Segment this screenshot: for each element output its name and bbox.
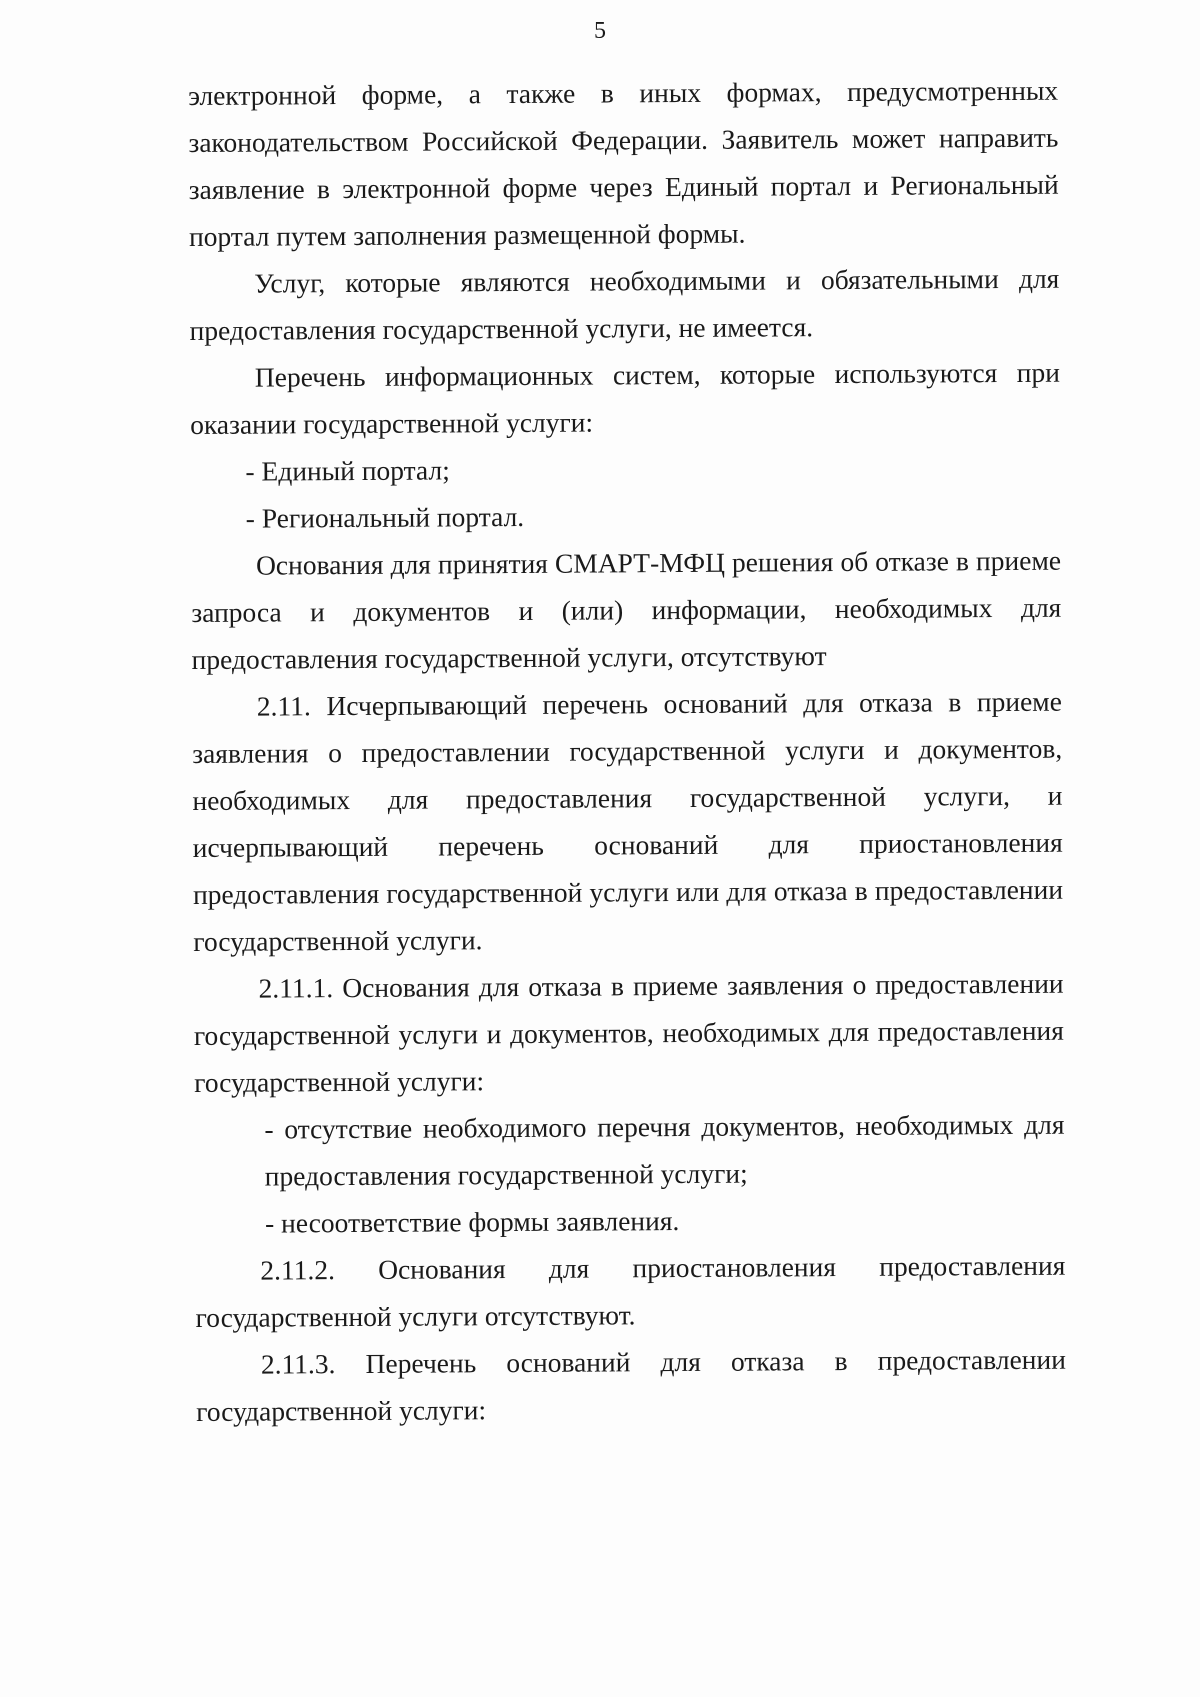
list-item-form-mismatch: - несоответствие формы заявления. bbox=[264, 1205, 680, 1239]
list-item-regional-portal: - Региональный портал. bbox=[245, 500, 525, 534]
section-2-11-1: 2.11.1. Основания для отказа в приеме заявления о предоставлении государственной услуги и документов, необходимых для предоставления государственной услуги: bbox=[193, 967, 1064, 1098]
section-2-11: 2.11. Исчерпывающий перечень оснований для отказа в приеме заявления о предоставлении государственной услуги и документов, необходимых для предоставления государственной услуги, и исчерпывающий перечень оснований для приостановления предоставления государственной услуги или для отказа в предоставлении государственной услуги. bbox=[192, 685, 1064, 957]
list-item-unified-portal: - Единый портал; bbox=[245, 454, 450, 487]
document-body bbox=[188, 67, 1066, 1435]
page-number: 5 bbox=[594, 18, 606, 44]
paragraph-required-services: Услуг, которые являются необходимыми и обязательными для предоставления государственной услуги, не имеется. bbox=[189, 262, 1060, 346]
paragraph-electronic-form: электронной форме, а также в иных формах, предусмотренных законодательством Российской Федерации. Заявитель может направить заявление в электронной форме через Единый портал и Региональный портал путем заполнения размещенной формы. bbox=[188, 74, 1059, 252]
paragraph-smart-mfc-grounds: Основания для принятия СМАРТ-МФЦ решения об отказе в приеме запроса и документов и (или) информации, необходимых для предоставления государственной услуги, отсутствуют bbox=[191, 544, 1062, 675]
list-item-missing-documents: - отсутствие необходимого перечня документов, необходимых для предоставления государственной услуги; bbox=[264, 1108, 1065, 1192]
section-2-11-3: 2.11.3. Перечень оснований для отказа в предоставлении государственной услуги: bbox=[196, 1343, 1066, 1427]
section-2-11-2: 2.11.2. Основания для приостановления предоставления государственной услуги отсутствуют. bbox=[195, 1249, 1066, 1333]
paragraph-information-systems: Перечень информационных систем, которые используются при оказании государственной услуги: bbox=[190, 356, 1060, 440]
